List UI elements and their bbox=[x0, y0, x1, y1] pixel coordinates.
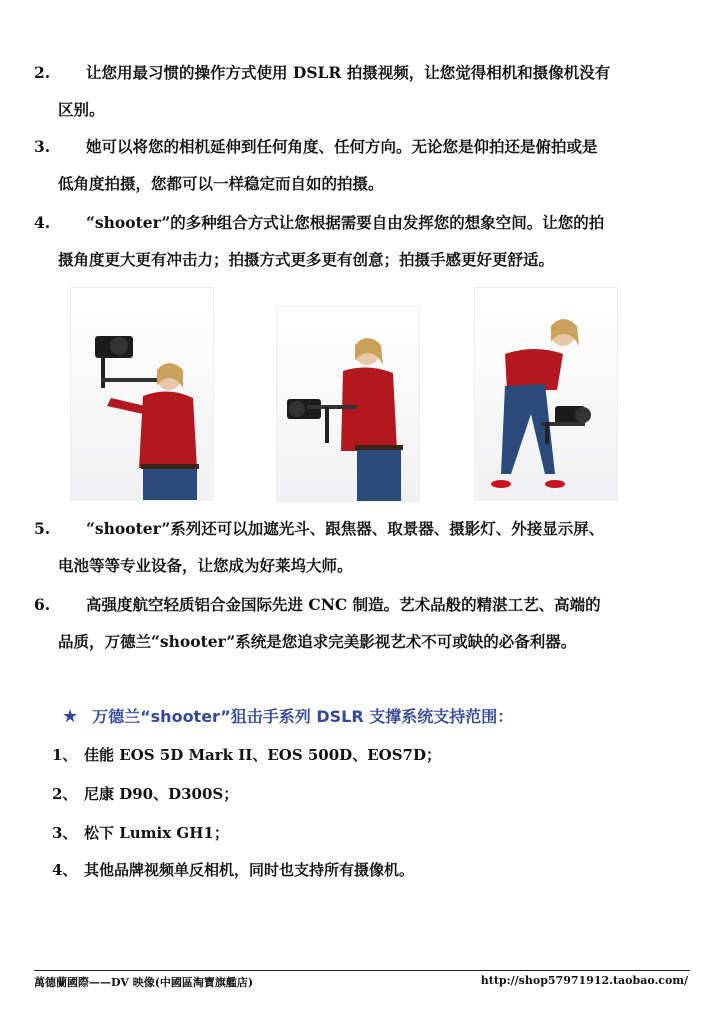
list-item-6: 6. 高强度航空轻质铝合金国际先进 CNC 制造。艺术品般的精湛工艺、高端的 品质，万德兰“shooter”系统是您追求完美影视艺术不可或缺的必备利器。 bbox=[34, 595, 601, 651]
support-item-2: 2、 尼康 D90、D300S； bbox=[52, 785, 239, 803]
support-section-title: ★ 万德兰“shooter”狙击手系列 DSLR 支撑系统支持范围： bbox=[62, 706, 514, 727]
star-icon: ★ bbox=[62, 706, 79, 727]
footer-store-name: 萬德蘭國際——DV 映像(中國區淘寶旗艦店) bbox=[34, 976, 254, 989]
support-item-4: 4、 其他品牌视频单反相机，同时也支持所有摄像机。 bbox=[52, 861, 415, 879]
product-photo-3 bbox=[474, 287, 618, 501]
product-photo-2 bbox=[276, 306, 420, 502]
woman-with-rig-illustration bbox=[475, 288, 617, 500]
support-item-3: 3、 松下 Lumix GH1； bbox=[52, 824, 229, 842]
list-item-5: 5. “shooter”系列还可以加遮光斗、跟焦器、取景器、摄影灯、外接显示屏、 电池等等专业设备，让您成为好莱坞大师。 bbox=[34, 519, 605, 575]
list-item-4: 4. “shooter”的多种组合方式让您根据需要自由发挥您的想象空间。让您的拍 摄角度更大更有冲击力；拍摄方式更多更有创意；拍摄手感更好更舒适。 bbox=[34, 213, 605, 269]
list-item-3: 3. 她可以将您的相机延伸到任何角度、任何方向。无论您是仰拍还是俯拍或是 低角度拍摄，您都可以一样稳定而自如的拍摄。 bbox=[34, 137, 598, 193]
footer-url[interactable]: http://shop57971912.taobao.com/ bbox=[480, 974, 688, 987]
support-item-1: 1、 佳能 EOS 5D Mark II、EOS 500D、EOS7D； bbox=[52, 746, 441, 764]
product-photo-1 bbox=[70, 287, 214, 501]
woman-with-rig-illustration bbox=[71, 288, 213, 500]
footer-divider bbox=[34, 970, 690, 971]
list-item-2: 2. 让您用最习惯的操作方式使用 DSLR 拍摄视频，让您觉得相机和摄像机没有 区别。 bbox=[34, 63, 611, 119]
woman-with-rig-illustration bbox=[277, 307, 419, 501]
